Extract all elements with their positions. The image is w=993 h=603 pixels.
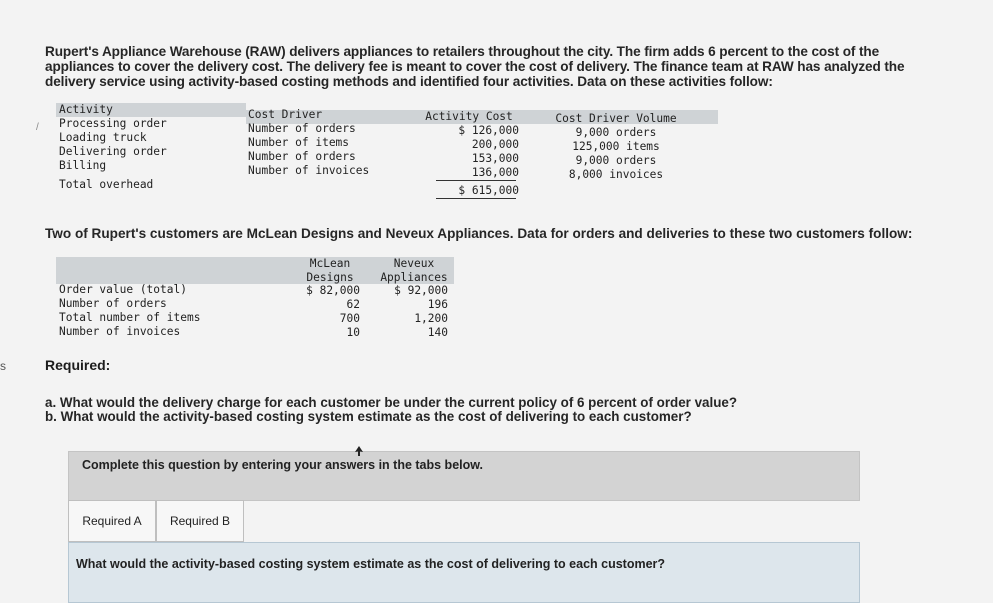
mclean-value: $ 82,000 bbox=[306, 284, 360, 297]
activity-name: Loading truck bbox=[59, 131, 147, 144]
instructions-text: Complete this question by entering your answers in the tabs below. bbox=[82, 458, 483, 472]
required-a-text: a. What would the delivery charge for each customer be under the current policy of 6 percent of order value? bbox=[45, 395, 738, 410]
mclean-value: 700 bbox=[339, 312, 360, 325]
customer-header-mclean bbox=[300, 257, 360, 285]
customer-row-label: Order value (total) bbox=[59, 283, 187, 296]
required-heading: Required: bbox=[45, 357, 111, 373]
activity-name: Processing order bbox=[59, 117, 167, 130]
driver-volume: 8,000 invoices bbox=[568, 168, 664, 181]
activity-col-header: Activity bbox=[59, 103, 113, 116]
total-double-rule bbox=[436, 198, 516, 201]
mclean-values bbox=[290, 284, 360, 340]
activity-cost: $ 126,000 bbox=[458, 124, 519, 137]
activity-name: Billing bbox=[59, 159, 107, 172]
customer-row-label: Total number of items bbox=[59, 311, 201, 324]
side-mark: s bbox=[0, 359, 6, 373]
cost-driver: Number of orders bbox=[248, 122, 356, 135]
driver-volume-col-header: Cost Driver Volume bbox=[555, 112, 677, 125]
customer-name-line: McLean bbox=[309, 257, 351, 270]
customer-row-labels bbox=[59, 283, 200, 339]
activity-cost: 136,000 bbox=[471, 166, 519, 179]
customer-name-line: Designs bbox=[306, 271, 354, 284]
neveux-value: 1,200 bbox=[414, 312, 448, 325]
cost-driver-col-header: Cost Driver bbox=[248, 108, 323, 121]
activity-cost: 153,000 bbox=[471, 152, 519, 165]
neveux-value: $ 92,000 bbox=[394, 284, 448, 297]
driver-volume: 9,000 orders bbox=[575, 126, 657, 139]
total-overhead-label: Total overhead bbox=[59, 178, 154, 191]
required-b-text: b. What would the activity-based costing system estimate as the cost of delivering to each customer? bbox=[45, 409, 692, 424]
total-overhead-value: $ 615,000 bbox=[458, 184, 519, 197]
required-items bbox=[45, 396, 737, 424]
neveux-value: 196 bbox=[427, 298, 448, 311]
driver-volume: 9,000 orders bbox=[575, 154, 657, 167]
question-text: What would the activity-based costing system estimate as the cost of delivering to each customer? bbox=[76, 557, 666, 571]
mclean-value: 62 bbox=[346, 298, 360, 311]
customer-header-neveux bbox=[374, 257, 454, 285]
cost-driver: Number of orders bbox=[248, 150, 356, 163]
activity-name: Delivering order bbox=[59, 145, 167, 158]
activity-cost: 200,000 bbox=[471, 138, 519, 151]
customer-row-label: Number of orders bbox=[59, 297, 167, 310]
mouse-cursor-icon bbox=[355, 446, 363, 456]
mclean-value: 10 bbox=[346, 326, 360, 339]
question-panel bbox=[68, 542, 860, 603]
customers-intro: Two of Rupert's customers are McLean Designs and Neveux Appliances. Data for orders and deliveries to these two customers follow: bbox=[45, 226, 913, 241]
customer-name-line: Appliances bbox=[380, 271, 448, 284]
cost-driver: Number of items bbox=[248, 136, 350, 149]
driver-volume: 125,000 items bbox=[572, 140, 660, 153]
tab-required-b[interactable]: Required B bbox=[156, 500, 244, 542]
customer-name-line: Neveux bbox=[393, 257, 435, 270]
neveux-value: 140 bbox=[427, 326, 448, 339]
activity-cost-col-header: Activity Cost bbox=[425, 110, 513, 123]
margin-tick: / bbox=[36, 122, 39, 133]
cost-driver: Number of invoices bbox=[248, 164, 370, 177]
subtotal-rule bbox=[436, 180, 516, 181]
neveux-values bbox=[376, 284, 448, 340]
customer-row-label: Number of invoices bbox=[59, 325, 181, 338]
intro-paragraph: Rupert's Appliance Warehouse (RAW) delivers appliances to retailers throughout the city. The firm adds 6 percent to the cost of the appliances to cover the delivery cost. The delivery fee is meant to cover the cost of delivery. The finance team at RAW has analyzed the delivery service using activity-based costing methods and identified four activities. Data on these activities follow: bbox=[45, 44, 905, 89]
tab-required-a[interactable]: Required A bbox=[68, 500, 156, 542]
